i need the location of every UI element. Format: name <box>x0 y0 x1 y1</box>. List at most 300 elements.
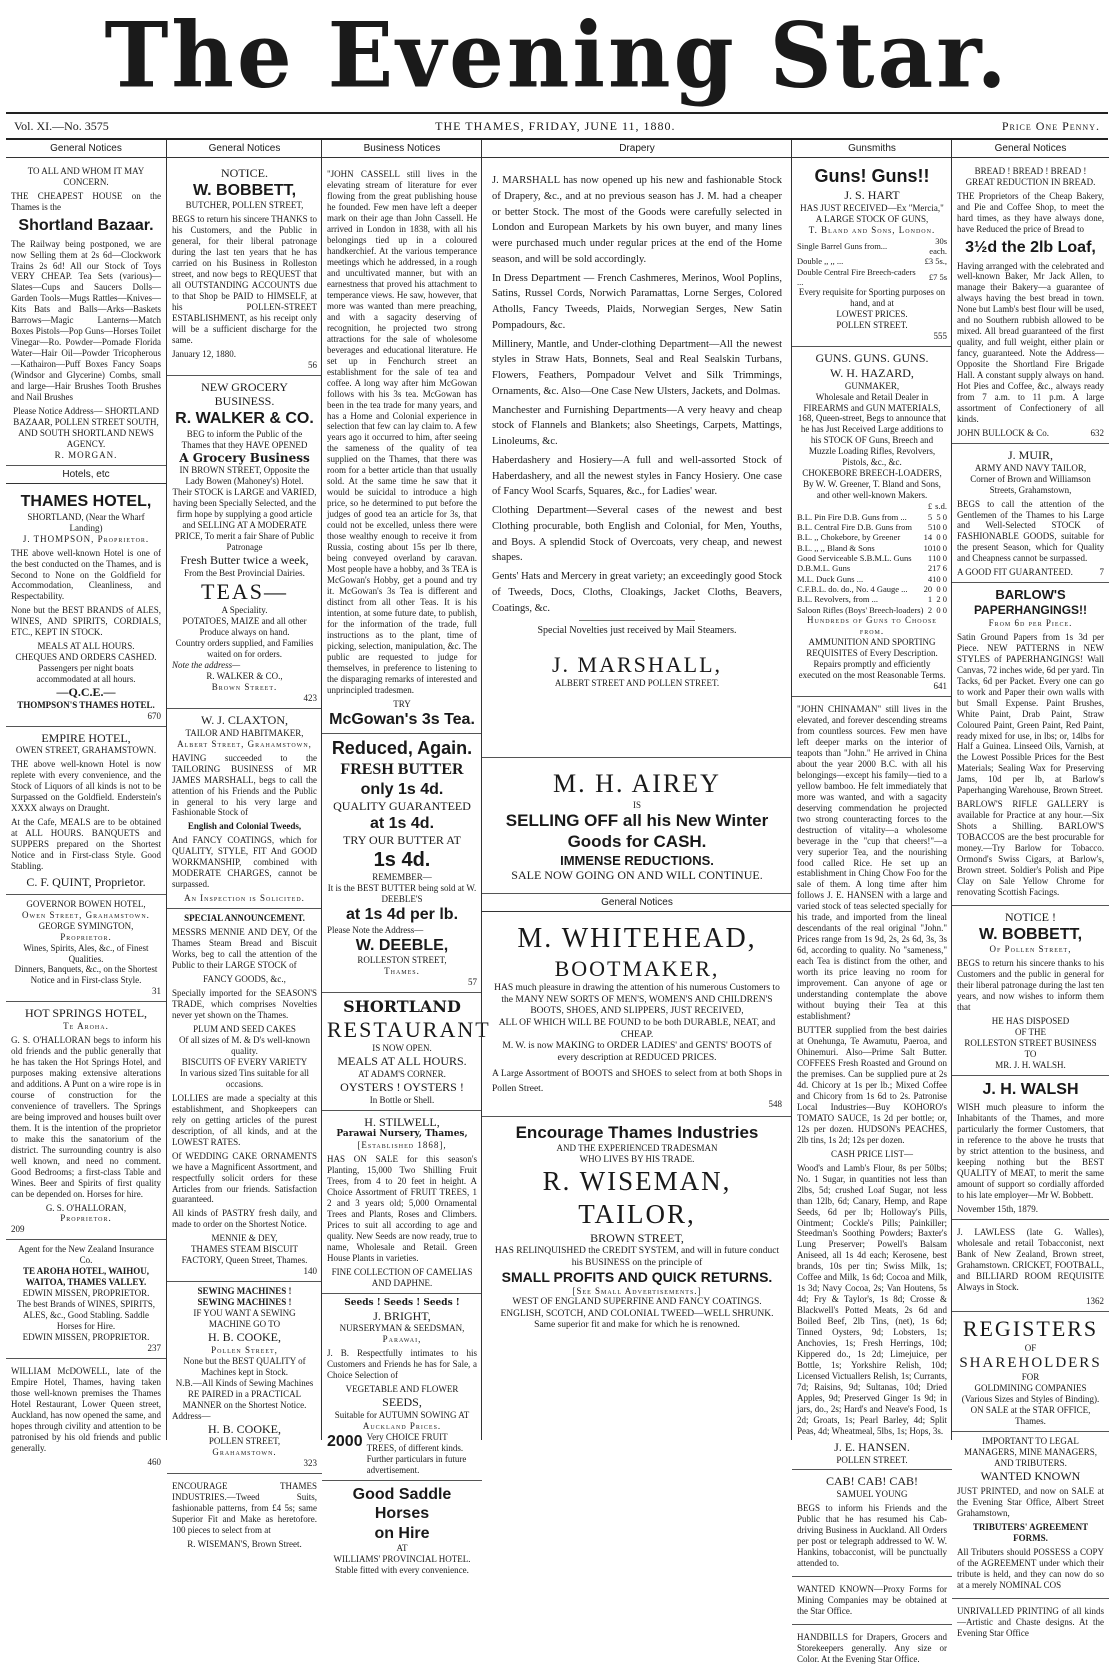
ad-same: Same superior fit and make for which he is renowned. <box>534 1320 740 1331</box>
ad-reduced: Reduced, Again. <box>331 738 473 759</box>
ad-title: NEW GROCERY BUSINESS. <box>201 379 288 409</box>
ad-number: 423 <box>303 693 317 704</box>
ad-title: NOTICE. <box>221 166 268 181</box>
ad-governor-bowen <box>6 895 166 1003</box>
ad-disposed: HE HAS DISPOSED <box>991 1015 1070 1026</box>
ad-wedding: Of WEDDING CAKE ORNAMENTS we have a Magnificent Assortment, and respectfully solicit orders for these Articles from our friends. Satisfaction guaranteed. <box>172 1150 317 1205</box>
ad-english: ENGLISH, SCOTCH, AND COLONIAL TWEED—WELL SHRUNK. <box>500 1308 774 1319</box>
ad-cheques: CHEQUES AND ORDERS CASHED. <box>15 652 157 663</box>
place-date: THE THAMES, FRIDAY, JUNE 11, 1880. <box>435 118 676 133</box>
row-pounds: 1 <box>927 594 933 605</box>
ad-title: PAPERHANGINGS!! <box>973 603 1088 618</box>
ad-number: 57 <box>468 977 477 988</box>
row-pence: 6 <box>942 563 947 574</box>
row-item: Double ,, ,, ... <box>797 256 844 267</box>
ad-sale: SALE NOW GOING ON AND WILL CONTINUE. <box>511 868 763 883</box>
ad-to: TO <box>1024 1048 1037 1059</box>
ad-see: [See Small Advertisements.] <box>572 1286 702 1297</box>
ad-number: 31 <box>152 986 161 997</box>
column-head: Business Notices <box>322 140 482 158</box>
ad-hot-springs <box>6 1002 166 1240</box>
ad-para-2: In Dress Department — French Cashmeres, Merinos, Wool Poplins, Satins, Russel Cords, Norwich Paramattas, Lorne Serges, Colored Atholls, Fancy Tweeds, Plaids, Norwegian Serges, New Satin Pompadours, &c. <box>492 272 782 331</box>
ad-body-2: ALL OF WHICH WILL BE FOUND to be both DURABLE, NEAT, and CHEAP. <box>498 1017 776 1040</box>
ad-saddle-horses <box>322 1481 482 1580</box>
row-shillings: 0 <box>936 604 941 615</box>
row-pounds: 1 <box>927 553 933 564</box>
ad-signature-row <box>957 428 1104 439</box>
row-price: 30s each. <box>929 235 947 257</box>
ad-registers <box>952 1312 1109 1432</box>
ad-fit-row <box>957 567 1104 578</box>
ad-of: OF THE <box>1014 1026 1047 1037</box>
ad-name: H. B. COOKE, <box>207 1330 281 1345</box>
table-head-pence: d. <box>940 501 947 512</box>
ad-signature: G. S. O'HALLORAN, <box>45 1202 127 1213</box>
table-row <box>797 236 947 257</box>
row-shillings: 10 <box>932 542 941 553</box>
row-pounds: 2 <box>927 563 933 574</box>
ad-signature: R. WALKER & CO., <box>206 671 283 682</box>
ad-body-2: BARLOW'S RIFLE GALLERY is available for Practice at any hour.—Six Shots a Shilling. BARLOW'S TOBACCOS are the best procurable for money.—Try Barlow for Tobacco. Ormond's Swiss Cigars, at Barlow's, Brown street. Soldier's Polish and Pipe Clay on Sale Yellow Chrome for renovating Scottish Facings. <box>957 799 1104 898</box>
column-head: Drapery <box>482 140 792 158</box>
ad-sewing-machines <box>167 1282 322 1474</box>
ad-name: WILLIAMS' PROVINCIAL HOTEL. <box>333 1554 471 1565</box>
ad-walsh <box>952 1076 1109 1220</box>
ad-para-8: Special Novelties just received by Mail Steamers. <box>537 625 737 637</box>
ad-forms: TRIBUTERS' AGREEMENT FORMS. <box>972 1522 1089 1544</box>
ad-body-2: None but the BEST BRANDS of ALES, WINES, AND SPIRITS, CORDIALS, ETC., KEPT IN STOCK. <box>11 605 161 638</box>
row-pounds: 5 <box>927 521 933 532</box>
ad-body: BEGS to inform his Friends and the Public that he has resumed his Cab-driving Business in Auckland. All Orders per post or telegraph addressed to W. W. Hankins, tobacconist, will be punctually attended to. <box>797 1503 947 1568</box>
column-4 <box>481 140 792 1440</box>
ad-body: It is the BEST BUTTER being sold at W. DEEBLE'S <box>327 883 477 905</box>
ad-signature: H. B. COOKE, <box>207 1421 281 1436</box>
table-row <box>797 267 947 288</box>
ad-auckland: Auckland Prices. <box>362 1420 442 1431</box>
ad-vertical-2: EDWIN MISSEN, PROPRIETOR. <box>22 1288 150 1299</box>
ad-body: J. LAWLESS (late G. Walles), wholesale and retail Tobacconist, next Bank of New Zealand, Brown street, Grahamstown. CRICKET, FOOTBALL, and BILLIARD ROOM REQUISITE Always in Stock. <box>957 1227 1104 1292</box>
ad-maker: T. Bland and Sons, London. <box>808 224 936 235</box>
row-item: M.L. Duck Guns ... <box>797 573 864 584</box>
ad-proprietor: Proprietor. <box>60 1213 112 1224</box>
ad-body: HAVING succeeded to the TAILORING BUSINESS of MR JAMES MARSHALL, begs to call the attention of his Friends and the Public in general to his very large and Fashionable Stock of <box>172 752 317 818</box>
row-pence: 0 <box>942 532 947 543</box>
ad-title: Good Saddle Horses <box>352 1485 452 1523</box>
ad-address: IN BROWN STREET, Opposite the Lady Bowen (Mahoney's) Hotel. <box>179 465 310 487</box>
ad-mennie-dey <box>167 909 322 1282</box>
ad-body: HAS ON SALE for this season's Planting, 15,000 Two Shilling Fruit Trees, from 4 to 20 feet in height. A Choice Assortment of FRUIT TREES, 1 2 and 3 years old; 5,000 Ornamental Trees and Plants, Roses and Climbers. Prices to suit all according to age and quality. New Seeds are now ready, true to name, Wholesale and Retail. Green House Plants in varieties. <box>327 1154 477 1263</box>
ad-body-3: N.B.—All Kinds of Sewing Machines RE PAIRED in a PRACTICAL MANNER on the Shortest Notice. <box>175 1377 314 1410</box>
ad-signature-2: Brown Street. <box>211 682 278 693</box>
section-head: Hotels, etc <box>6 466 166 484</box>
ad-deeble-butter <box>322 734 482 993</box>
ad-mcgowan: McGowan's 3s Tea. <box>329 710 475 728</box>
ad-number: 323 <box>303 1458 317 1469</box>
ad-ammo: AMMUNITION AND SPORTING REQUISITES of Every Description. <box>806 637 938 659</box>
table-row <box>797 553 947 563</box>
ad-fresh-butter: FRESH BUTTER <box>340 761 464 779</box>
ad-stable: Stable fitted with every convenience. <box>335 1565 469 1576</box>
ad-para-6: Clothing Department—Several cases of the newest and best Clothing procurable, both English and Colonial, for Men, Youths, and Boys. A splendid Stock of Overcoats, very cheap, and newest shapes. <box>492 505 782 564</box>
ad-body: "JOHN CASSELL still lives in the elevating stream of literature for ever flowing from the great publishing house he founded. Few men have left a deeper mark on their age than John Cassell. He arrived in London in 1838, with all his belongings tied up in a coloured handkerchief. At the various temperance meetings which he addressed, in a rough and uncultivated manner, but with an earnestness that proved his attachment to temperance views. He saw, however, that more was wanted than mere preaching, and with a sagacity deserving of recognition, he projected two strong attractions for the sale of wholesome beverages and educational literature. He set up in Fenchurch street an establishment for the sale of tea and coffee. A long way after him McGowan follows with his 3s tea. McGowan has been in the tea trade for many years, and has a Home and Colonial experience in selection that few can lay claim to. A few years ago it occurred to him, after seeing the sameness of the quality of tea supplied on the Thames, that there was room for a better article than that usually sold. At the same time he saw that it would be suicidal to introduce a high price, so he determined to put before the judges of good tea an article for 3s, that could not be excelled, unless there were those wealthy enough to receive it from Russia, costing about 15s per lb there, being conveyed overland by caravan. Most people have a hobby, and 3s TEA is McGowan's Hobby, get a pound and try it. McGowan's 3s Tea is different and distinct from all other Teas. It is his intention, at some future date, to publish, for the information of the trade, full instructions as to the plant, time of picking, selection, manipulation, &c. The public are requested to judge for themselves, in preference to listening to the disparaging remarks of interested and unprincipled tradesmen. <box>327 169 477 695</box>
ad-lawless <box>952 1220 1109 1312</box>
ad-place: Parawai, <box>382 1334 422 1345</box>
table-row <box>797 512 947 522</box>
ad-number: 548 <box>768 1098 782 1109</box>
ad-for: FOR <box>1021 1371 1040 1382</box>
column-6 <box>951 140 1109 1638</box>
ad-body: JUST PRINTED, and now on SALE at the Evening Star Office, Albert Street Grahamstown, <box>957 1486 1104 1519</box>
column-head: Gunsmiths <box>792 140 952 158</box>
ad-thames-hotel <box>6 488 166 727</box>
ad-biscuits-2: In various sized Tins suitable for all occasions. <box>180 1067 309 1089</box>
ad-2000-row <box>327 1432 477 1476</box>
ad-proprietor: J. THOMPSON, Proprietor. <box>22 533 150 544</box>
ad-body: G. S. O'HALLORAN begs to inform his old friends and the public generally that he has taken the Hot Springs Hotel, and purposes making extensive alterations and additions. A Punt on a wire rope is in course of construction for the convenience of travellers. The Springs are being improved and houses built over them. It is the intention of the proprietor to make this the sanatorium of the district. The surrounding country is also well known, and need no comment. Good Bedrooms; a first-class Table and Wines. Beer and Spirits of first quality can be depended on. Horses for hire. <box>11 1034 161 1199</box>
ad-address: Corner of Brown and Williamson Streets, Grahamstown, <box>970 473 1091 495</box>
ad-number: 670 <box>147 710 161 721</box>
row-item: Double Central Fire Breech-caders ... <box>797 266 916 288</box>
ad-claxton <box>167 709 322 909</box>
ad-grocery-business: A Grocery Business <box>179 450 310 465</box>
row-item: Saloon Rifles (Boys' Breech-loaders) <box>797 604 924 615</box>
ad-number: 555 <box>933 331 947 342</box>
ad-is: IS <box>632 800 641 811</box>
ad-from: From 6d per Piece. <box>988 617 1073 628</box>
ad-body: HAS much pleasure in drawing the attention of his numerous Customers to the MANY NEW SORTS OF MEN'S, WOMEN'S AND CHILDREN'S BOOTS, SHOES, AND SLIPPERS, JUST RECEIVED, <box>494 983 780 1017</box>
ad-price: 1s 4d. <box>373 848 431 871</box>
ad-name: J. S. HART <box>844 188 900 203</box>
ad-try: TRY OUR BUTTER AT <box>343 833 461 848</box>
ad-vertical-1: TE AROHA HOTEL, WAIHOU, WAITOA, THAMES VALLEY. <box>22 1266 150 1288</box>
row-item: B.L. ,, ,, Bland & Sons <box>797 542 875 553</box>
ad-walker-grocery <box>167 376 322 709</box>
column-head: General Notices <box>952 140 1109 158</box>
row-pounds: 10 <box>923 542 933 553</box>
ad-signature-2: POLLEN STREET. <box>836 1454 908 1465</box>
ad-established: [Established 1868], <box>357 1140 447 1151</box>
ad-price: 3½d the 2lb Loaf, <box>965 239 1096 256</box>
ad-vegetable: VEGETABLE AND FLOWER <box>345 1384 459 1395</box>
ad-sale: ON SALE at the STAR OFFICE, Thames. <box>970 1404 1091 1426</box>
ad-selling: SELLING OFF all his New Winter Goods for CASH. <box>505 811 769 851</box>
ad-address: Pollen Street, <box>211 1344 278 1355</box>
ad-number: 632 <box>1090 428 1104 439</box>
row-pounds: 20 <box>923 584 933 595</box>
ad-para-4: Manchester and Furnishing Departments—A very heavy and cheap stock of Flannels and Blankets; also Sheetings, Carpets, Mattings, Linoleums, &c. <box>492 404 782 448</box>
table-row <box>797 574 947 584</box>
ad-fit: A GOOD FIT GUARANTEED. <box>957 567 1073 578</box>
row-item: B.L. Revolvers, from ... <box>797 594 878 605</box>
ad-subtitle-2: WHO LIVES BY HIS TRADE. <box>579 1154 695 1165</box>
row-pence: 0 <box>942 553 947 564</box>
ad-title: BREAD ! BREAD ! BREAD ! <box>974 166 1087 177</box>
column-head: General Notices <box>167 140 322 158</box>
ad-address-label: Address— <box>172 1410 211 1421</box>
ad-remember: REMEMBER— <box>372 872 432 883</box>
table-head-shillings: s. <box>935 501 941 512</box>
ad-para-3: Millinery, Mantle, and Under-clothing Department—All the newest styles in Straw Hats, Bonnets, Seal and Real Sealskin Turbans, Flowers, Feathers, Pompadour Velvet and Silk Trimmings, Ornaments, &c. Also—One Case New Ulsters, Jackets, and Dolmas. <box>492 338 782 397</box>
ad-cash: CASH PRICE LIST— <box>830 1148 913 1159</box>
ad-whitehead <box>482 916 792 1117</box>
ad-mcdowell <box>6 1359 166 1472</box>
ad-hart-guns <box>792 162 952 347</box>
ad-hundreds: Hundreds of Guns to Choose from. <box>807 615 937 637</box>
ad-2000: 2000 <box>327 1432 363 1450</box>
ad-body: UNRIVALLED PRINTING of all kinds —Artistic and Chaste designs. At the Evening Star Office <box>957 1606 1104 1638</box>
ad-lollies: LOLLIES are made a specialty at this establishment, and Shopkeepers can rely on getting articles of the purest description, of all kinds, and at the LOWEST RATES. <box>172 1092 317 1147</box>
ad-title-2: RESTAURANT <box>327 1016 491 1042</box>
ad-address: ROLLESTON STREET, <box>357 955 447 966</box>
ad-date: January 12, 1880. <box>172 348 236 359</box>
table-row <box>797 256 947 266</box>
ad-subtitle: ARMY AND NAVY TAILOR, <box>974 462 1087 473</box>
ad-country: Country orders supplied, and Families waited on for orders. <box>175 638 314 660</box>
row-shillings: 10 <box>932 573 941 584</box>
row-item: Good Serviceable S.B.M.L. Guns <box>797 553 912 564</box>
table-row <box>797 584 947 594</box>
column-head: General Notices <box>6 140 166 158</box>
ad-biscuits: BISCUITS OF EVERY VARIETY <box>181 1056 308 1067</box>
ad-wanted-known: WANTED KNOWN <box>980 1468 1081 1483</box>
ad-name: W. DEEBLE, <box>355 936 449 954</box>
column-2 <box>166 140 322 1549</box>
ad-body: THE above well-known Hotel is one of the best conducted on the Thames, and is Second to None on the Goldfield for Accommodation, Cleanliness, and Respectability. <box>11 547 161 602</box>
ad-address: Albert Street, Grahamstown, <box>177 738 312 749</box>
ad-speciality: A Speciality. <box>221 605 268 616</box>
row-pounds: 2 <box>927 604 933 615</box>
ad-cab <box>792 1470 952 1576</box>
ad-note: Note the address— <box>172 660 241 671</box>
ad-muir <box>952 444 1109 583</box>
ad-oysters: OYSTERS ! OYSTERS ! <box>340 1080 464 1095</box>
column-1 <box>6 140 166 1467</box>
ad-number: 641 <box>933 680 947 691</box>
ad-title: GOVERNOR BOWEN HOTEL, <box>26 898 146 909</box>
ad-body-3: M. W. is now MAKING to ORDER LADIES' and GENTS' BOOTS of every description at REDUCED PRICES. <box>502 1041 772 1063</box>
ad-business: ROLLESTON STREET BUSINESS <box>964 1037 1097 1048</box>
ad-body: The Railway being postponed, we are now Selling them at 2s 6d—Clockwork Trains 2s 6d! All our Stock of Toys VERY CHEAP. Tea Sets (various)—Slates—Cups and Saucers Dolls—Garden Tools—Mugs Rattles—Knives—Kits Bats and Balls—Arks—Baskets Barrows—Magic Lanterns—Match Boxes Pistols—Pop Guns—Horses Toilet Vinegar—Ro. Powder—Pomade Florida Water—Hair Oil—Powder Tricopherous—Kathairon—Puff Boxes Fancy Soaps (Windsor and Glycerine) Combs, small and large—Hair Brushes Tooth Brushes and Nail Brushes <box>11 238 161 403</box>
ad-subtitle: Te Aroha. <box>63 1021 109 1031</box>
ad-subtitle: Of Pollen Street, <box>989 944 1072 955</box>
ad-west: WEST OF ENGLAND SUPERFINE AND FANCY COATINGS. <box>512 1297 762 1308</box>
table-head-pounds: £ <box>927 501 933 512</box>
ad-body-2: At the Cafe, MEALS are to be obtained at ALL HOURS. BANQUETS and SUPPERS prepared on the Shortest Notice and in First-class Style. Good Stabling. <box>11 817 161 872</box>
ad-body-2: BUTTER supplied from the best dairies at Onehunga, Te Awamutu, Paeroa, and Ohinemuri. Also—Prime Salt Butter. COFFEES Fresh Roasted and Ground on the premises. Can be supplied pure at 2s 4d. Chicory at 1s per lb.; Mixed Coffee and Chicory from 1s 6d to 2s. Patronise Local Industries—Buy KOHORO's TOMATO SAUCE, 1s 2d per bottle; or, 12s per dozen. HUDSON's PEACHES, 2lb tins, 1s 2d; 12s per dozen. <box>797 1025 947 1145</box>
ad-body: BEG to inform the Public of the Thames that they HAVE OPENED <box>181 428 308 450</box>
ad-name: GEORGE SYMINGTON, <box>38 920 134 931</box>
ad-qce: —Q.C.E.— <box>56 685 116 700</box>
column-5 <box>791 140 952 1664</box>
ad-list: Wood's and Lamb's Flour, 8s per 50lbs; No. 1 Sugar, in quantities not less than 2lbs, 5d; crushed Loaf Sugar, not less than 12lb, 6d; Canary, Hemp, and Rape Seeds, 6d per lb; Holloway's Pills, Ointment; Cockle's Pills; Painkiller; Steedman's Soothing Powders; Baxter's Lung Preserver; Powell's Balsam Aniseed, all 1s 4d each; Kerosene, best brands, 10s per tin; Swiss Milk, 1s; Coffee and Milk, 1s 6d; Cocoa and Milk, 1s 3d; Navy Cocoa, 2s; Van Houtens, 5s 4d; Fry & Taylor's, 1s 8d; Crosse & Blackwell's Potted Meats, 2s 6d and Boiled Beef, 2lb Tins, (net), 1s 6d; Tinned Oysters, 9d; Lobsters, 1s; Anchovies, 1s; Fresh Herrings, 10d; Kippered do., 1s 2d; Limejuice, per Bottle, 1s; Yorkshire Relish, 10d; Licensed Victuallers Relish, 1s; Currants, 7d; Raisins, 9d; Sultanas, 10d; Dried Apples, 9d; Preserved Ginger 1s 9d; in jars, do., 2s; Hard's and Neave's Food, 1s 2d; Groats, 1s; Pearl Barley, 4d; Split Peas, 4d; Wheatmeal, 5lbs, 1s; Hops, 3s. <box>797 1162 947 1436</box>
ad-address: BROWN STREET, <box>590 1231 684 1246</box>
columns <box>6 140 1108 1664</box>
ad-fine: FINE COLLECTION OF CAMELIAS AND DAPHNE. <box>331 1266 473 1288</box>
ad-barlow <box>952 583 1109 906</box>
ad-vertical-4: EDWIN MISSEN, PROPRIETOR. <box>22 1332 150 1343</box>
volume-number: Vol. XI.—No. 3575 <box>14 118 109 133</box>
ad-passengers: Passengers per night boats accommodated at all hours. <box>36 663 136 685</box>
ad-body: Wines, Spirits, Ales, &c., of Finest Qualities. <box>23 942 149 964</box>
ad-name: J. H. WALSH <box>982 1080 1079 1098</box>
ad-lead: THE CHEAPEST HOUSE on the Thames is the <box>11 191 161 213</box>
ad-empire-hotel <box>6 727 166 895</box>
ad-signature-2: POLLEN STREET, <box>208 1436 281 1447</box>
ad-title: SPECIAL ANNOUNCEMENT. <box>184 913 305 924</box>
ad-title: EMPIRE HOTEL, <box>41 730 131 745</box>
row-price: £7 5s <box>928 271 947 282</box>
ad-title: Guns! Guns!! <box>814 166 930 187</box>
row-pence: 0 <box>942 573 947 584</box>
ad-number: 7 <box>1099 567 1104 578</box>
ad-inspection: An Inspection is Solicited. <box>184 893 305 904</box>
ad-hansen-tea <box>792 697 952 1471</box>
ad-address: Please Notice Address— SHORTLAND BAZAAR, POLLEN STREET SOUTH, AND SOUTH SHORTLAND NEWS AGENCY. <box>13 406 159 450</box>
ad-para-1: J. MARSHALL has now opened up his new and fashionable Stock of Drapery, &c., and at no previous season has J. M. had a cheaper or better Stock. The most of the Goods were carefully selected in London and European Markets by his own buyer, and many lines were purchased much under regular prices at the end of the Home season, and will be sold accordingly. <box>492 175 782 265</box>
ad-tweeds: English and Colonial Tweeds, <box>187 821 302 832</box>
ad-at: AT <box>396 1543 408 1554</box>
ad-body: ENCOURAGE THAMES INDUSTRIES.—Tweed Suits, fashionable patterns, from £4 5s; same Superior Fit and Make as heretofore. 100 pieces to select from at <box>172 1481 317 1535</box>
ad-subtitle: BUTCHER, POLLEN STREET, <box>185 200 304 211</box>
divider <box>579 620 695 621</box>
ad-teas: TEAS— <box>201 578 288 604</box>
ad-number: 140 <box>303 1266 317 1277</box>
ad-body-2: Specially imported for the SEASON'S TRADE, which comprises Novelties never yet shown on the Thames. <box>172 988 317 1020</box>
ad-try: TRY <box>393 698 411 709</box>
row-shillings: 2 <box>936 594 941 605</box>
ad-name: W. BOBBETT, <box>192 181 297 199</box>
ad-body-2: Their STOCK is LARGE and VARIED, having been Specially Selected, and the firm hope by supplying a good article and SELLING AT A MODERATE PRICE, To merit a fair Share of Public Patronage <box>172 487 317 552</box>
ad-fruit: Very CHOICE FRUIT TREES, of different kinds. Further particulars in future advertisement. <box>366 1431 467 1475</box>
ad-by: By W. W. Greener, T. Bland and Sons, and other well-known Makers. <box>803 479 941 501</box>
row-pence: 0 <box>942 594 947 605</box>
ad-trade: BOOTMAKER, <box>554 956 720 982</box>
ad-body: WILLIAM McDOWELL, late of the Empire Hotel, Thames, having taken those well-known premises the Thames Hotel Restaurant, Lower Queen street, Auckland, has now opened the same, and hopes through civility and attention to be patronised by his old friends and public generally. <box>11 1366 161 1453</box>
ad-vertical-3: The best Brands of WINES, SPIRITS, ALES, &c., Good Stabling. Saddle Horses for Hire. <box>16 1299 156 1332</box>
ad-at: at 1s 4d. <box>369 814 435 832</box>
ad-signature: R. MORGAN. <box>54 449 118 460</box>
spacer <box>492 689 782 749</box>
ad-seeds: Seeds ! Seeds ! Seeds ! <box>344 1297 460 1308</box>
ad-quality: QUALITY GUARANTEED <box>333 799 471 814</box>
row-pence: 0 <box>942 511 947 522</box>
ad-shareholders: SHAREHOLDERS <box>959 1354 1102 1371</box>
ad-wiseman-small <box>167 1474 322 1554</box>
ad-reductions: IMMENSE REDUCTIONS. <box>560 852 714 868</box>
ad-body: HANDBILLS for Drapers, Grocers and Storekeepers generally. Any size or Color. At the Evening Star Office. <box>797 1631 947 1664</box>
ad-signature: R. WISEMAN'S, Brown Street. <box>187 1538 302 1549</box>
row-pence: 0 <box>942 542 947 553</box>
ad-body: Satin Ground Papers from 1s 3d per Piece. NEW PATTERNS in NEW STYLES of PAPERHANGINGS! Wall Canvas, 72 inches wide, 6d per yard. Tin Tacks, 6d per Packet. Every one can go to work and Paper their own walls with but Small Expense. Paint Brushes, White Paint, Drab Paint, Straw Coloured Paint, Green Paint, Red Paint, ready mixed for use, in lbs; or, 14lbs for Half a Guinea. Linseed Oils, Varnish, at the Lowest Possible Prices for the Best Materials; Sealing Wax for Preserving Jams, 10d per lb, at Barlow's Paperhanging Warehouse, Brown Street. <box>957 631 1104 796</box>
price: Price One Penny. <box>1001 118 1100 133</box>
ad-stilwell <box>322 1111 482 1294</box>
ad-note: Please Note the Address— <box>327 924 424 935</box>
ad-name: M. WHITEHEAD, <box>517 923 757 955</box>
ad-address: ALBERT STREET AND POLLEN STREET. <box>554 678 720 689</box>
ad-subtitle: OWEN STREET, GRAHAMSTOWN. <box>15 745 157 756</box>
ad-title: REGISTERS <box>962 1315 1099 1341</box>
ad-lowest: LOWEST PRICES. <box>836 309 908 320</box>
ad-bobbett-disposed <box>952 906 1109 1076</box>
newspaper-title: The Evening Star. <box>104 2 1010 109</box>
ad-body: BEGS to call the attention of the Gentlemen of the Thames to his Large and Well-Selected STOCK of FASHIONABLE GOODS, suitable for the present Season, which for Quality and Cheapness cannot be surpassed. <box>957 498 1104 564</box>
ad-bobbett-notice <box>167 162 322 376</box>
ad-plum-2: Of all sizes of M. & D's well-known quality. <box>178 1034 311 1056</box>
ad-nursery: Parawai Nursery, Thames, <box>336 1129 468 1140</box>
ad-pastry: All kinds of PASTRY fresh daily, and made to order on the Shortest Notice. <box>172 1208 317 1230</box>
row-price: £3 5s., <box>924 256 947 267</box>
ad-title-2: SEWING MACHINES ! <box>197 1297 292 1308</box>
masthead <box>6 0 1108 114</box>
ad-mcgowan-tea <box>322 162 482 734</box>
ad-agent: Agent for the New Zealand Insurance Co. <box>18 1244 154 1266</box>
ad-signature: MENNIE & DEY, <box>211 1233 278 1244</box>
dateline <box>6 114 1108 140</box>
ad-title: THAMES HOTEL, <box>20 493 152 511</box>
ad-title: SHORTLAND <box>343 997 461 1017</box>
ad-tributers <box>952 1432 1109 1599</box>
row-item: B.L. Central Fire D.B. Guns from <box>797 521 912 532</box>
ad-body-2: All Tributers should POSSESS a COPY of the AGREEMENT under which their tribute is held, and they can now do so at a merely NOMINAL COS <box>957 1547 1104 1591</box>
ad-shortland-bazaar <box>6 162 166 466</box>
ad-body: HAS JUST RECEIVED—Ex "Mercia," <box>800 202 944 213</box>
ad-body: WANTED KNOWN—Proxy Forms for Mining Companies may be obtained at the Star Office. <box>797 1583 947 1616</box>
section-head: General Notices <box>482 894 792 912</box>
ad-proxy-forms <box>792 1577 952 1625</box>
ad-body-2: And FANCY COATINGS, which for QUALITY, STYLE, FIT And GOOD WORKMANSHIP, combined with MODERATE CHARGES, cannot be surpassed. <box>172 835 317 890</box>
ad-body: J. B. Respectfully intimates to his Customers and Friends he has for Sale, a Choice Selection of <box>327 1348 477 1381</box>
ad-signature: JOHN BULLOCK & Co. <box>957 428 1050 439</box>
ad-body: "JOHN CHINAMAN" still lives in the elevated, and forever descending streams from countless sources. Few men have left deeper marks on the interior of teapots than "John." He arrived in China about the year 2000 B.C. with all his belongings—except his family—tied to a yellow bamboo. He felt immediately that more was wanted, and with a sagacity deserving commendation he projected two strong counteracting forces to the destruction of vitality—a wholesome beverage in the "cup that cheers!"—a very superior Tea, and the nourishing food called Rice. He set up an establishment in Ching Chow Foo for the sale of them. A long time after him follows J. E. HANSEN with a large and varied stock of teas selected specially for his trade, and imported from the lineal descendants of the real original "John." Prices range from 1s 9d, 2s, 2s 6d, 3s, 3s 6d, according to quality. No "sameness," each Tea is distinct from the other, and worth its price leaving no room for improvement. Can anyone of age or understanding contemplate the above without buying their Tea at this establishment? <box>797 703 947 1022</box>
ad-body: BEGS to return his sincere THANKS to his Customers, and the Public in general, for their liberal patronage during the last ten years that he has carried on his Business in Rolleston street, and now begs to REQUEST that all OUTSTANDING ACCOUNTS due to that Shop be PAID to HIMSELF, at his POLLEN-STREET ESTABLISHMENT, as his receipt only will be a sufficient discharge for the same. <box>172 214 317 345</box>
ad-title: SEWING MACHINES ! <box>197 1286 292 1297</box>
row-shillings: 17 <box>932 563 941 574</box>
ad-corner: AT ADAM'S CORNER. <box>358 1069 446 1080</box>
ad-name: J. BRIGHT, <box>373 1308 431 1323</box>
ad-name: H. STILWELL, <box>364 1114 440 1129</box>
ad-shell: In Bottle or Shell. <box>369 1094 435 1105</box>
table-row <box>797 563 947 573</box>
ad-body: THE Proprietors of the Cheap Bakery, and Pie and Coffee Shop, to meet the hard times, as they have always done, have Reduced the price of Bread to <box>957 191 1104 235</box>
ad-address-2: Thames. <box>384 966 420 977</box>
row-shillings: 5 <box>936 511 941 522</box>
ad-subtitle: TAILOR AND HABITMAKER, <box>185 727 304 738</box>
ad-body: Wholesale and Retail Dealer in FIREARMS and GUN MATERIALS, 168, Queen-street, Begs to announce that he has Just Received Large additions to his STOCK OF Guns, Breech and Muzzle Loading Rifles, Revolvers, Pistols, &c., &c. <box>797 391 947 468</box>
ad-body: BEGS to return his sincere thanks to his Customers and the public in general for their liberal patronage during the last ten years, and now wishes to inform them that <box>957 958 1104 1013</box>
ad-hazard-guns <box>792 347 952 697</box>
ad-returns: SMALL PROFITS AND QUICK RETURNS. <box>501 1269 773 1286</box>
ad-handbills <box>792 1625 952 1672</box>
column-3 <box>321 140 491 1576</box>
table-row <box>797 543 947 553</box>
ad-number: 209 <box>11 1224 25 1235</box>
gun-price-table <box>797 236 947 288</box>
ad-of: OF <box>1024 1342 1037 1353</box>
ad-title: IMPORTANT TO LEGAL MANAGERS, MINE MANAGERS, AND TRIBUTERS. <box>963 1435 1097 1468</box>
ad-name: W. J. CLAXTON, <box>200 713 288 728</box>
row-pence: 0 <box>942 521 947 532</box>
row-item: D.B.M.L. Guns <box>797 563 851 574</box>
newspaper-page <box>6 0 1108 1664</box>
ad-para-5: Haberdashery and Hosiery—A full and well-assorted Stock of Haberdashery, and all the newest styles in Fancy Hosiery. One case of Fancy Wool Scarfs, Squares, &c., for Ladies' wear. <box>492 454 782 498</box>
ad-name: J. MUIR, <box>1007 448 1053 463</box>
row-shillings: 10 <box>932 553 941 564</box>
ad-body-2: None but the BEST QUALITY of Machines kept in Stock. <box>183 1355 306 1377</box>
ad-stock: A LARGE STOCK OF GUNS, <box>815 213 929 224</box>
ad-name: J. MARSHALL, <box>551 651 723 677</box>
ad-fancy: FANCY GOODS, &c., <box>203 974 286 985</box>
ad-title: TO ALL AND WHOM IT MAY CONCERN. <box>27 166 145 188</box>
